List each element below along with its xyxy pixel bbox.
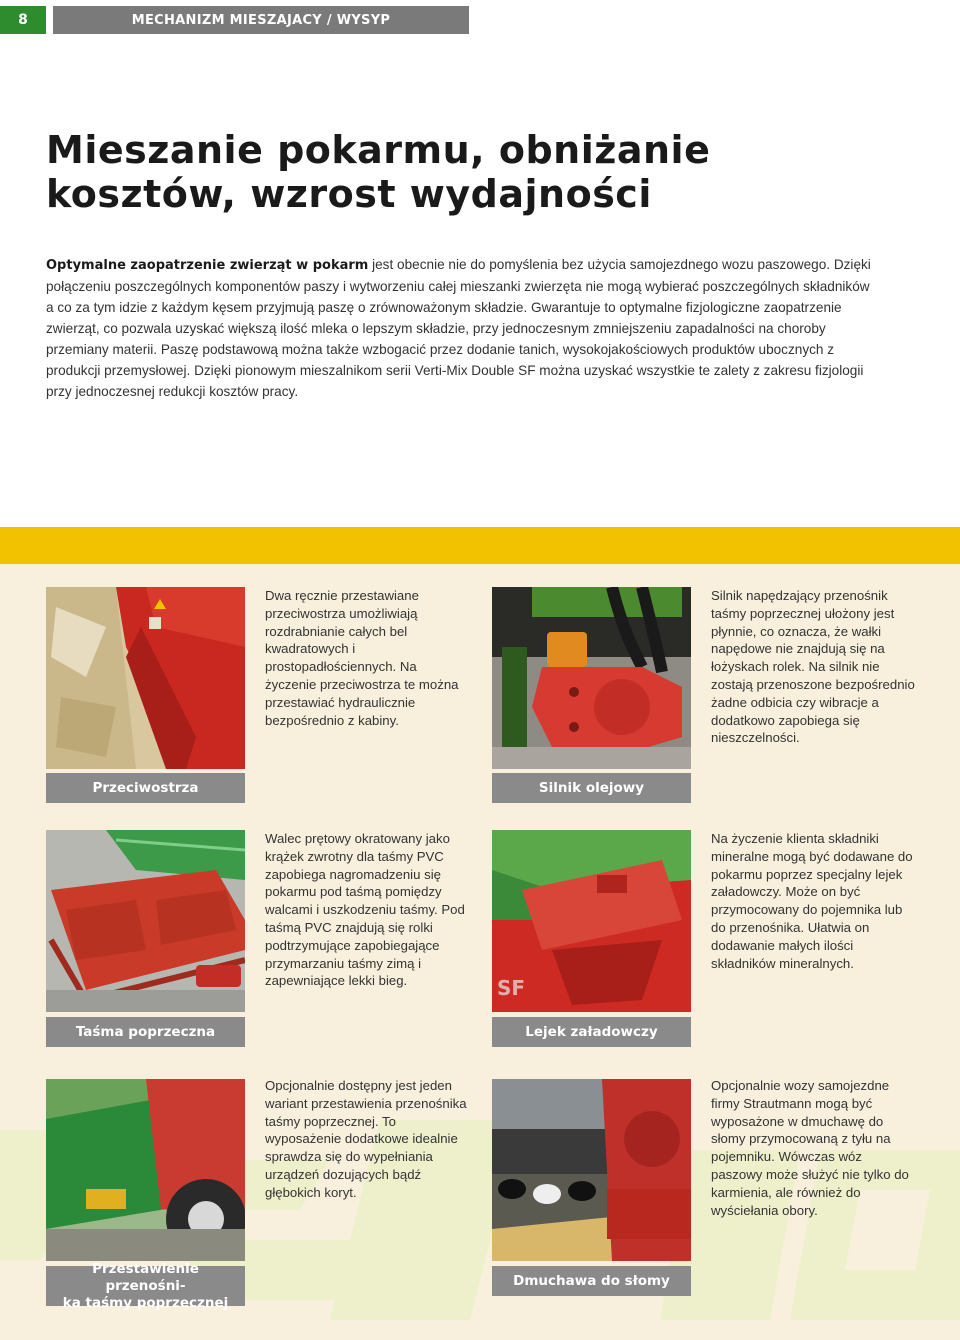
photo-przeciwostrza-image — [46, 587, 245, 769]
page-title — [46, 128, 906, 216]
caption-dmuchawa-do-slomy: Opcjonalnie wozy samojezdne firmy Strautmann mogą być wyposażone w dmuchawę do słomy przymocowaną z tyłu na pojemniku. Wówczas wóz paszowy może służyć nie tylko do karmienia, ale również do wyściełania obory. — [711, 1078, 909, 1218]
photo-dmuchawa-do-slomy — [492, 1079, 691, 1261]
photo-dmuchawa-do-slomy-image — [492, 1079, 691, 1261]
photo-lejek-zaladowczy — [492, 830, 691, 1012]
label-silnik-olejowy: Silnik olejowy — [492, 773, 691, 803]
caption-silnik-olejowy: Silnik napędzający przenośnik taśmy poprzecznej ułożony jest płynnie, co oznacza, że wałki napędowe nie znajdują się na łożyskach rolek. Na silnik nie zostają przenoszone bezpośrednio żadne odbicia czy wibracje a dodatkowo zapobiega się nieszczelności. — [711, 588, 915, 746]
label-przestawienie-line-1: Przestawienie przenośni- — [92, 1260, 199, 1294]
intro-lead: Optymalne zaopatrzenie zwierząt w pokarm — [46, 258, 369, 273]
label-przeciwostrza: Przeciwostrza — [46, 773, 245, 803]
label-dmuchawa-do-slomy: Dmuchawa do słomy — [492, 1266, 691, 1296]
photo-lejek-zaladowczy-image — [492, 830, 691, 1012]
photo-przeciwostrza — [46, 587, 245, 769]
photo-silnik-olejowy-image — [492, 587, 691, 769]
label-przestawienie-przenosnika — [46, 1260, 245, 1311]
yellow-band — [0, 527, 960, 564]
photo-tasma-poprzeczna-image — [46, 830, 245, 1012]
title-line-2: kosztów, wzrost wydajności — [46, 172, 652, 216]
label-tasma-poprzeczna: Taśma poprzeczna — [46, 1017, 245, 1047]
title-line-1: Mieszanie pokarmu, obniżanie — [46, 128, 711, 172]
page-number: 8 — [0, 6, 46, 34]
label-przestawienie-line-2: ka taśmy poprzecznej — [62, 1294, 229, 1311]
caption-przestawienie-przenosnika: Opcjonalnie dostępny jest jeden wariant przestawienia przenośnika taśmy poprzecznej. To wyposażenie dodatkowe idealnie sprawdza się do wypełniania urządzeń dozujących bądź głębokich koryt. — [265, 1078, 467, 1200]
caption-tasma-poprzeczna: Walec prętowy okratowany jako krążek zwrotny dla taśmy PVC zapobiega nagromadzeniu się pokarmu pod taśmą pomiędzy walcami i uszkodzeniu taśmy. Pod taśmą PVC znajdują się rolki podtrzymujące zapobiegające przymarzaniu taśmy zimą i zapewniające lekki bieg. — [265, 831, 465, 989]
label-lejek-zaladowczy: Lejek załadowczy — [492, 1017, 691, 1047]
photo-przestawienie-przenosnika — [46, 1079, 245, 1261]
svg-text:SF: SF — [497, 976, 526, 1000]
photo-silnik-olejowy — [492, 587, 691, 769]
photo-tasma-poprzeczna — [46, 830, 245, 1012]
section-header: MECHANIZM MIESZAJACY / WYSYP — [53, 6, 469, 34]
caption-lejek-zaladowczy: Na życzenie klienta składniki mineralne mogą być dodawane do pokarmu poprzez specjalny lejek załadowczy. Może on być przymocowany do pojemnika lub do przenośnika. Ułatwia on dodawanie małych ilości składników mineralnych. — [711, 831, 913, 971]
intro-paragraph — [46, 254, 876, 402]
caption-przeciwostrza: Dwa ręcznie przestawiane przeciwostrza umożliwiają rozdrabnianie całych bel kwadratowych i prostopadłościennych. Na życzenie przeciwostrza te można przestawiać hydraulicznie bezpośrednio z kabiny. — [265, 588, 459, 728]
photo-przestawienie-przenosnika-image — [46, 1079, 245, 1261]
intro-body: jest obecnie nie do pomyślenia bez użycia samojezdnego wozu paszowego. Dzięki połączeniu poszczególnych komponentów paszy i wytworzeniu całej mieszanki zwierzęta nie mogą wybierać poszczególnych składników a co za tym idzie z każdym kęsem przyjmują paszę o zrównoważonym składzie. Gwarantuje to optymalne fizjologiczne zaopatrzenie zwierząt, co pozwala uzyskać większą ilość mleka o lepszym składzie, przy jednoczesnym zmniejszeniu zapadalności na choroby przemiany materii. Paszę podstawową można także wzbogacić przez dodanie tanich, wysokojakościowych produktów ubocznych z produkcji przemysłowej. Dzięki pionowym mieszalnikom serii Verti-Mix Double SF można uzyskać wszystkie te zalety z zakresu fizjologii przy jednoczesnej redukcji kosztów pracy. — [46, 257, 871, 399]
